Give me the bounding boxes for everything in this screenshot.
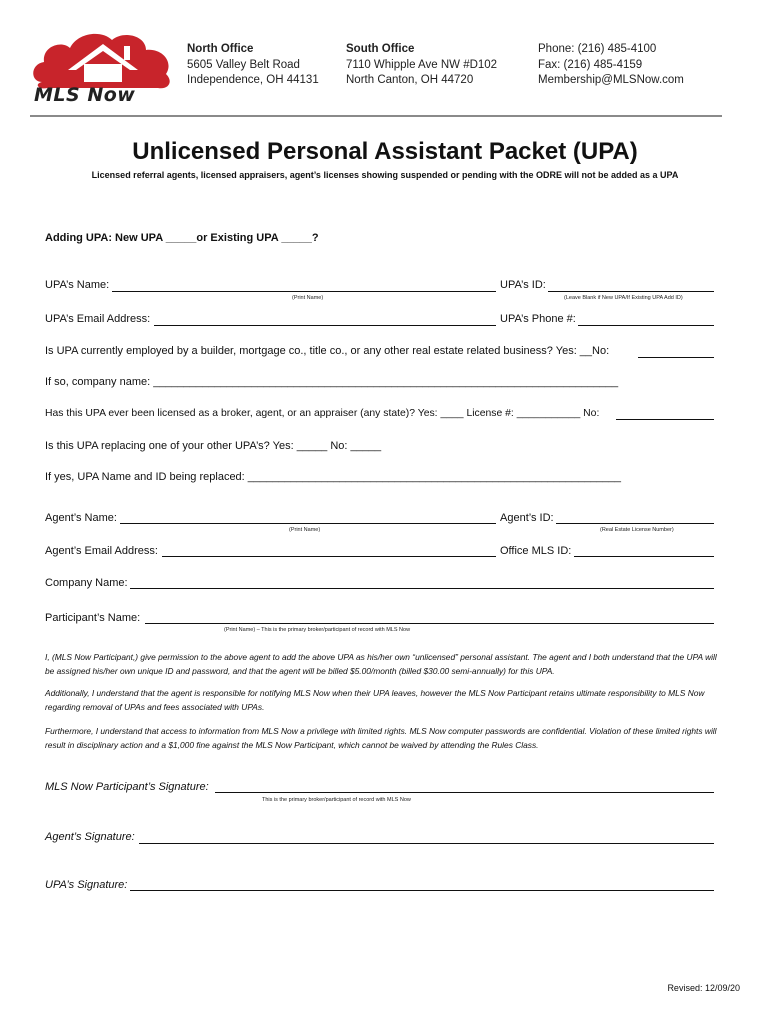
participant-field[interactable] xyxy=(145,623,714,624)
participant-label: Participant’s Name: xyxy=(45,612,141,624)
agent-name-label: Agent’s Name: xyxy=(45,512,117,524)
email-address: Membership@MLSNow.com xyxy=(538,74,684,86)
licensed-question: Has this UPA ever been licensed as a broker, agent, or an appraiser (any state)? Yes: ____ License #: ___________ No: xyxy=(45,408,600,419)
upa-name-field[interactable] xyxy=(112,291,496,292)
logo-text: MLS Now xyxy=(34,84,136,106)
south-office-title: South Office xyxy=(346,43,415,55)
agent-signature-label: Agent’s Signature: xyxy=(45,831,135,843)
access-paragraph: Furthermore, I understand that access to information from MLS Now a privilege with limited rights. MLS Now computer passwords are confidential. Violation of these limited rights will result in disciplinary action and a $1,000 fine against the MLS Now Participant, which cannot be waived by attending the Rules Class. xyxy=(45,726,717,750)
company-field[interactable] xyxy=(130,588,714,589)
adding-upa-label: Adding UPA: New UPA _____or Existing UPA _____? xyxy=(45,232,319,244)
company-label: Company Name: xyxy=(45,577,128,589)
employed-question: Is UPA currently employed by a builder, mortgage co., title co., or any other real estate related business? Yes: __No: xyxy=(45,345,610,357)
replaced-question: If yes, UPA Name and ID being replaced: _____________________________________________________________ xyxy=(45,471,621,483)
upa-id-field[interactable] xyxy=(548,291,714,292)
agent-name-field[interactable] xyxy=(120,523,496,524)
mls-now-logo xyxy=(28,24,178,110)
upa-signature-field[interactable] xyxy=(130,890,714,891)
licensed-no-field[interactable] xyxy=(616,419,714,420)
agent-name-hint: (Print Name) xyxy=(289,527,321,533)
page-subtitle: Licensed referral agents, licensed appraisers, agent’s licenses showing suspended or pending with the ODRE will not be added as a UPA xyxy=(91,170,679,180)
fax-number: Fax: (216) 485-4159 xyxy=(538,58,643,71)
office-mls-label: Office MLS ID: xyxy=(500,545,572,557)
responsibility-paragraph: Additionally, I understand that the agent is responsible for notifying MLS Now when their UPA leaves, however the MLS Now Participant retains ultimate responsibility to MLS Now regarding removal of UPAs and fees associated with UPAs. xyxy=(45,688,705,712)
upa-phone-label: UPA’s Phone #: xyxy=(500,313,576,325)
south-office xyxy=(346,42,497,89)
upa-signature-label: UPA’s Signature: xyxy=(45,879,128,891)
upa-name-hint: (Print Name) xyxy=(292,295,324,301)
agent-id-hint: (Real Estate License Number) xyxy=(600,527,674,533)
header-divider xyxy=(30,115,722,117)
south-office-line2: North Canton, OH 44720 xyxy=(346,74,474,86)
agent-email-field[interactable] xyxy=(162,556,496,557)
upa-phone-field[interactable] xyxy=(578,325,714,326)
agent-id-field[interactable] xyxy=(556,523,714,524)
employed-no-field[interactable] xyxy=(638,357,714,358)
office-mls-field[interactable] xyxy=(574,556,714,557)
north-office-line2: Independence, OH 44131 xyxy=(187,74,319,86)
contact-info xyxy=(538,42,684,89)
upa-email-field[interactable] xyxy=(154,325,496,326)
company-name-question: If so, company name: ____________________________________________________________________________ xyxy=(45,376,619,388)
page-title: Unlicensed Personal Assistant Packet (UPA) xyxy=(132,138,638,165)
agent-email-label: Agent’s Email Address: xyxy=(45,545,158,557)
upa-id-hint: (Leave Blank if New UPA/If Existing UPA Add ID) xyxy=(564,295,683,301)
permission-paragraph: I, (MLS Now Participant,) give permission to the above agent to add the above UPA as his/her own “unlicensed” personal assistant. The agent and I both understand that the UPA will be assigned his/her own unique ID and password, and that the agent will be billed $5.00/month (billed $30.00 semi-annually) for this UPA. xyxy=(45,652,717,676)
participant-signature-field[interactable] xyxy=(215,792,714,793)
south-office-line1: 7110 Whipple Ave NW #D102 xyxy=(346,58,498,71)
north-office-title: North Office xyxy=(187,43,254,55)
north-office xyxy=(187,42,319,89)
revised-date: Revised: 12/09/20 xyxy=(667,983,740,993)
upa-name-label: UPA’s Name: xyxy=(45,279,110,291)
upa-id-label: UPA’s ID: xyxy=(500,279,546,291)
participant-signature-hint: This is the primary broker/participant of record with MLS Now xyxy=(262,797,411,803)
north-office-line1: 5605 Valley Belt Road xyxy=(187,58,300,71)
agent-id-label: Agent’s ID: xyxy=(500,512,554,524)
phone-number: Phone: (216) 485-4100 xyxy=(538,43,657,55)
participant-signature-label: MLS Now Participant’s Signature: xyxy=(45,781,209,793)
agent-signature-field[interactable] xyxy=(139,843,714,844)
upa-email-label: UPA’s Email Address: xyxy=(45,313,151,325)
replacing-question: Is this UPA replacing one of your other UPA’s? Yes: _____ No: _____ xyxy=(45,440,382,452)
participant-hint: (Print Name) – This is the primary broker/participant of record with MLS Now xyxy=(224,627,411,633)
